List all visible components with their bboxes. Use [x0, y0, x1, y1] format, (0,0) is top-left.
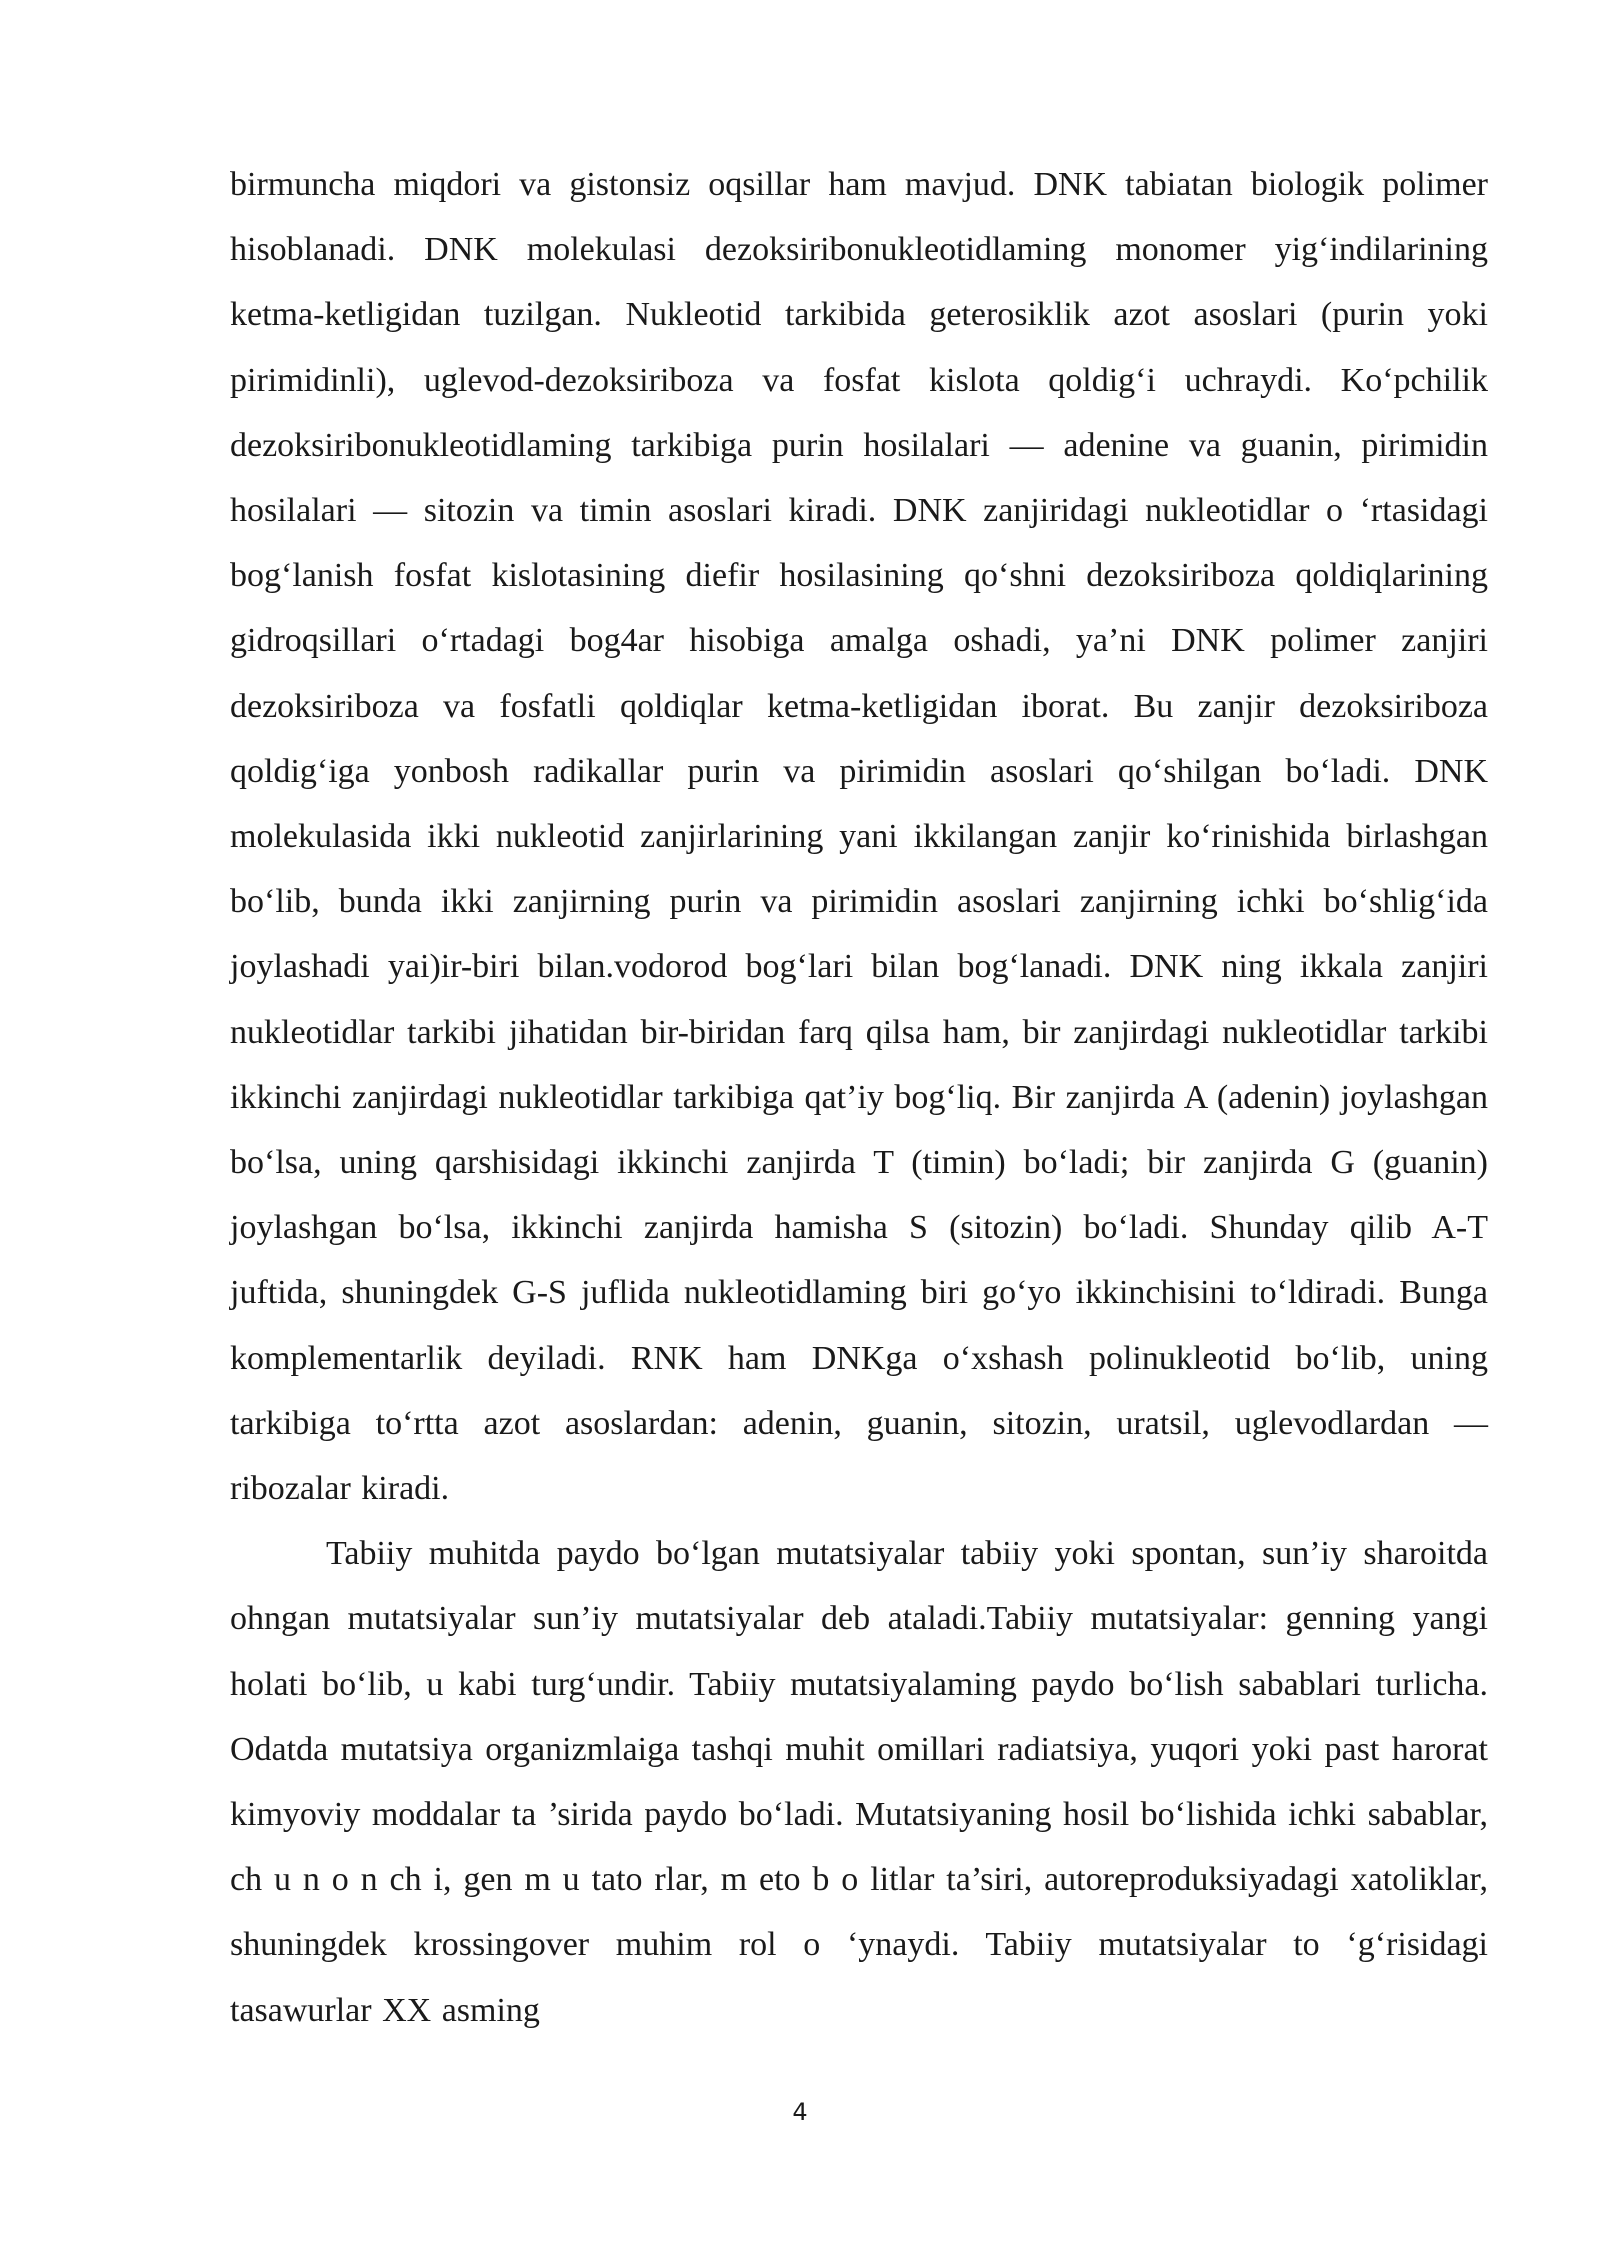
paragraph-dna-structure: birmuncha miqdori va gistonsiz oqsillar ham mavjud. DNK tabiatan biologik polimer hisoblanadi. DNK molekulasi dezoksiribonukleotidlaming monomer yig‘indilarining ketma-ketligidan tuzilgan. Nukleotid tarkibida geterosiklik azot asoslari (purin yoki pirimidinli), uglevod-dezoksiriboza va fosfat kislota qoldig‘i uchraydi. Ko‘pchilik dezoksiribonukleotidlaming tarkibiga purin hosilalari — adenine va guanin, pirimidin hosilalari — sitozin va timin asoslari kiradi. DNK zanjiridagi nukleotidlar o ‘rtasidagi bog‘lanish fosfat kislotasining diefir hosilasining qo‘shni dezoksiriboza qoldiqlarining gidroqsillari o‘rtadagi bog4ar hisobiga amalga oshadi, ya’ni DNK polimer zanjiri dezoksiriboza va fosfatli qoldiqlar ketma-ketligidan iborat. Bu zanjir dezoksiriboza qoldig‘iga yonbosh radikallar purin va pirimidin asoslari qo‘shilgan bo‘ladi. DNK molekulasida ikki nukleotid zanjirlarining yani ikkilangan zanjir ko‘rinishida birlashgan bo‘lib, bunda ikki zanjirning purin va pirimidin asoslari zanjirning ichki bo‘shlig‘ida joylashadi yai)ir-biri bilan.vodorod bog‘lari bilan bog‘lanadi. DNK ning ikkala zanjiri nukleotidlar tarkibi jihatidan bir-biridan farq qilsa ham, bir zanjirdagi nukleotidlar tarkibi ikkinchi zanjirdagi nukleotidlar tarkibiga qat’iy bog‘liq. Bir zanjirda A (adenin) joylashgan bo‘lsa, uning qarshisidagi ikkinchi zanjirda T (timin) bo‘ladi; bir zanjirda G (guanin) joylashgan bo‘lsa, ikkinchi zanjirda hamisha S (sitozin) bo‘ladi. Shunday qilib A-T juftida, shuningdek G-S juflida nukleotidlaming biri go‘yo ikkinchisini to‘ldiradi. Bunga komplementarlik deyiladi. RNK ham DNKga o‘xshash polinukleotid bo‘lib, uning tarkibiga to‘rtta azot asoslardan: adenin, guanin, sitozin, uratsil, uglevodlardan — ribozalar kiradi.	[230, 166, 1488, 1508]
paragraph-mutations: Tabiiy muhitda paydo bo‘lgan mutatsiyalar tabiiy yoki spontan, sun’iy sharoitda ohngan mutatsiyalar sun’iy mutatsiyalar deb ataladi.Tabiiy mutatsiyalar: genning yangi holati bo‘lib, u kabi turg‘undir. Tabiiy mutatsiyalaming paydo bo‘lish sabablari turlicha. Odatda mutatsiya organizmlaiga tashqi muhit omillari radiatsiya, yuqori yoki past harorat kimyoviy moddalar ta ’sirida paydo bo‘ladi. Mutatsiyaning hosil bo‘lishida ichki sabablar, ch u n o n ch i, gen m u tato rlar, m eto b o litlar ta’siri, autoreproduksiyadagi xatoliklar, shuningdek krossingover muhim rol o ‘ynaydi. Tabiiy mutatsiyalar to ‘g‘risidagi tasawurlar XX asming	[230, 1535, 1488, 2029]
page-number: 4	[792, 2098, 808, 2126]
body-text	[230, 152, 1488, 2043]
